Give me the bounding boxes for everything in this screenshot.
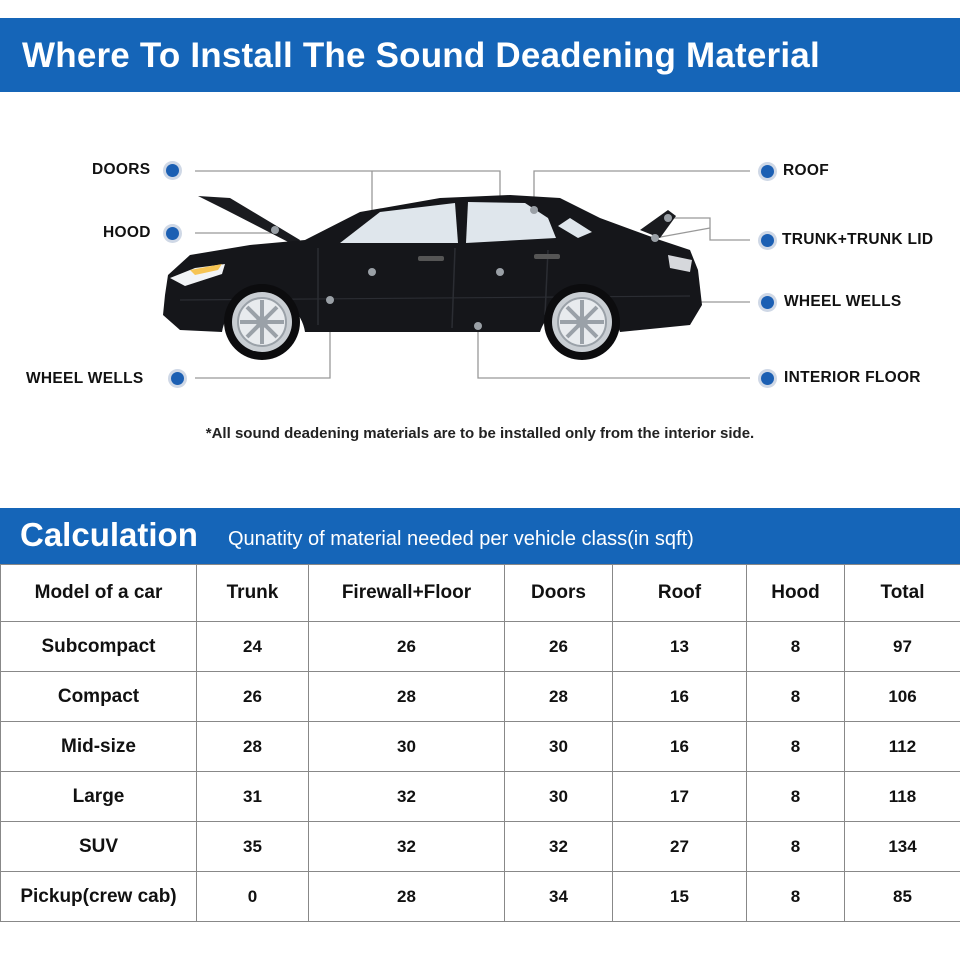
cell-doors: 26 bbox=[505, 622, 613, 672]
cell-doors: 28 bbox=[505, 672, 613, 722]
trunk-dot-icon bbox=[761, 234, 774, 247]
calculation-table bbox=[0, 564, 960, 922]
cell-hood: 8 bbox=[747, 772, 845, 822]
label-trunk: TRUNK+TRUNK LID bbox=[782, 231, 934, 248]
label-wheel-wells-left: WHEEL WELLS bbox=[26, 370, 144, 387]
car-illustration bbox=[0, 100, 960, 470]
cell-model: Mid-size bbox=[1, 722, 197, 772]
page-title: Where To Install The Sound Deadening Material bbox=[22, 36, 820, 75]
cell-hood: 8 bbox=[747, 872, 845, 922]
table-row bbox=[1, 722, 960, 772]
cell-doors: 32 bbox=[505, 822, 613, 872]
cell-roof: 27 bbox=[613, 822, 747, 872]
cell-hood: 8 bbox=[747, 722, 845, 772]
label-interior-floor: INTERIOR FLOOR bbox=[784, 369, 921, 386]
label-wheel-wells-right: WHEEL WELLS bbox=[784, 293, 902, 310]
column-header-firewall-floor: Firewall+Floor bbox=[309, 565, 505, 622]
cell-total: 106 bbox=[845, 672, 960, 722]
table-header-row bbox=[1, 565, 960, 622]
install-note: *All sound deadening materials are to be installed only from the interior side. bbox=[205, 425, 755, 442]
cell-roof: 17 bbox=[613, 772, 747, 822]
cell-trunk: 26 bbox=[197, 672, 309, 722]
cell-total: 112 bbox=[845, 722, 960, 772]
wheel-wells-right-dot-icon bbox=[761, 296, 774, 309]
calculation-title: Calculation bbox=[20, 516, 198, 553]
cell-total: 134 bbox=[845, 822, 960, 872]
cell-firewall-floor: 32 bbox=[309, 822, 505, 872]
calculation-banner bbox=[0, 508, 960, 564]
cell-firewall-floor: 30 bbox=[309, 722, 505, 772]
cell-model: Large bbox=[1, 772, 197, 822]
front-wheel bbox=[224, 284, 300, 360]
hood-dot-icon bbox=[166, 227, 179, 240]
table-row bbox=[1, 872, 960, 922]
cell-trunk: 24 bbox=[197, 622, 309, 672]
cell-total: 97 bbox=[845, 622, 960, 672]
column-header-model: Model of a car bbox=[1, 565, 197, 622]
cell-doors: 30 bbox=[505, 722, 613, 772]
column-header-roof: Roof bbox=[613, 565, 747, 622]
roof-dot-icon bbox=[761, 165, 774, 178]
cell-firewall-floor: 28 bbox=[309, 872, 505, 922]
label-hood: HOOD bbox=[103, 224, 151, 241]
cell-firewall-floor: 28 bbox=[309, 672, 505, 722]
cell-roof: 15 bbox=[613, 872, 747, 922]
cell-roof: 16 bbox=[613, 722, 747, 772]
table-row bbox=[1, 772, 960, 822]
doors-dot-icon bbox=[166, 164, 179, 177]
cell-model: Pickup(crew cab) bbox=[1, 872, 197, 922]
car-diagram bbox=[0, 100, 960, 470]
label-roof: ROOF bbox=[783, 162, 829, 179]
cell-model: SUV bbox=[1, 822, 197, 872]
column-header-doors: Doors bbox=[505, 565, 613, 622]
title-banner bbox=[0, 18, 960, 92]
wheel-wells-left-dot-icon bbox=[171, 372, 184, 385]
cell-trunk: 31 bbox=[197, 772, 309, 822]
column-header-total: Total bbox=[845, 565, 960, 622]
cell-trunk: 28 bbox=[197, 722, 309, 772]
cell-model: Compact bbox=[1, 672, 197, 722]
cell-model: Subcompact bbox=[1, 622, 197, 672]
cell-hood: 8 bbox=[747, 822, 845, 872]
label-doors: DOORS bbox=[92, 161, 151, 178]
cell-trunk: 35 bbox=[197, 822, 309, 872]
table-row bbox=[1, 622, 960, 672]
column-header-hood: Hood bbox=[747, 565, 845, 622]
cell-firewall-floor: 32 bbox=[309, 772, 505, 822]
cell-firewall-floor: 26 bbox=[309, 622, 505, 672]
cell-total: 85 bbox=[845, 872, 960, 922]
cell-hood: 8 bbox=[747, 622, 845, 672]
cell-doors: 30 bbox=[505, 772, 613, 822]
rear-wheel bbox=[544, 284, 620, 360]
column-header-trunk: Trunk bbox=[197, 565, 309, 622]
cell-total: 118 bbox=[845, 772, 960, 822]
cell-roof: 13 bbox=[613, 622, 747, 672]
table-row bbox=[1, 822, 960, 872]
calculation-subtitle: Qunatity of material needed per vehicle class(in sqft) bbox=[228, 528, 694, 550]
table-row bbox=[1, 672, 960, 722]
cell-roof: 16 bbox=[613, 672, 747, 722]
cell-doors: 34 bbox=[505, 872, 613, 922]
interior-floor-dot-icon bbox=[761, 372, 774, 385]
cell-trunk: 0 bbox=[197, 872, 309, 922]
cell-hood: 8 bbox=[747, 672, 845, 722]
